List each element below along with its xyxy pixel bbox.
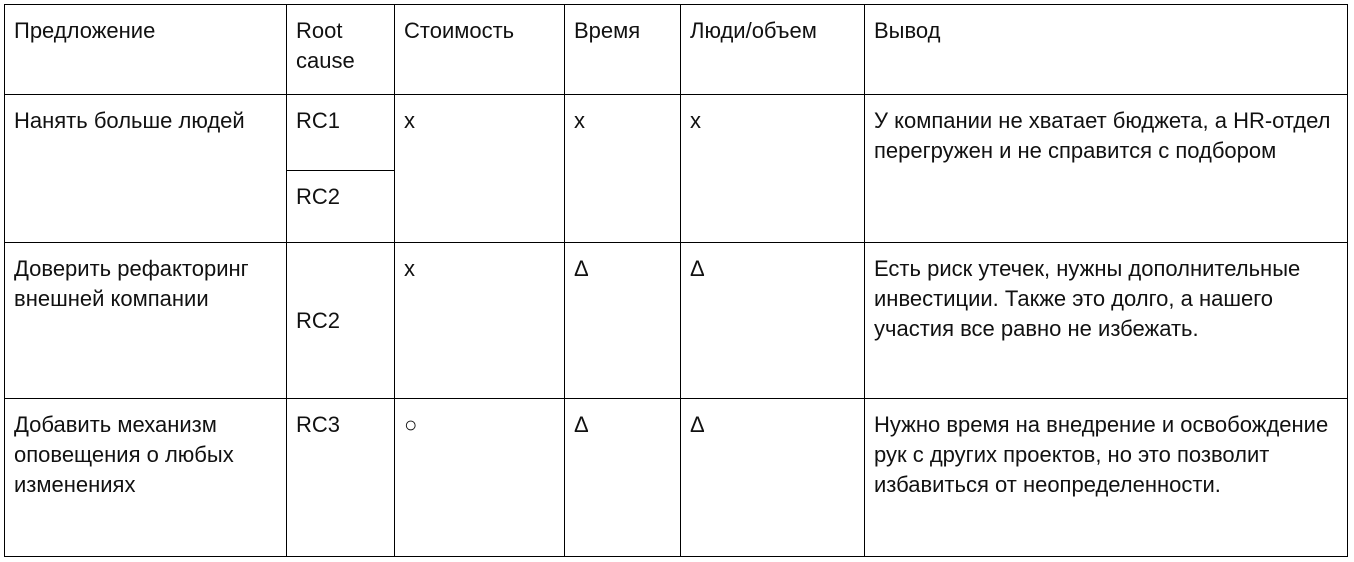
root-cause-cell: RC1	[287, 95, 395, 171]
people-cell: Δ	[681, 243, 865, 399]
root-cause-cell: RC2	[287, 243, 395, 399]
header-cell-root-cause: Root cause	[287, 5, 395, 95]
table-row	[5, 95, 1348, 171]
conclusion-cell: Нужно время на внедрение и освобождение рук с других проектов, но это позволит избавиться от неопределенности.	[865, 399, 1348, 557]
root-cause-cell: RC2	[287, 171, 395, 243]
time-cell: Δ	[565, 243, 681, 399]
people-cell: Δ	[681, 399, 865, 557]
table-header-row	[5, 5, 1348, 95]
conclusion-cell: Есть риск утечек, нужны дополнительные инвестиции. Также это долго, а нашего участия все равно не избежать.	[865, 243, 1348, 399]
table-row	[5, 399, 1348, 557]
proposal-cell: Доверить рефакторинг внешней компании	[5, 243, 287, 399]
header-cell-proposal: Предложение	[5, 5, 287, 95]
time-cell: Δ	[565, 399, 681, 557]
people-cell: x	[681, 95, 865, 243]
header-cell-people: Люди/объем	[681, 5, 865, 95]
proposal-cell: Нанять больше людей	[5, 95, 287, 243]
root-cause-cell: RC3	[287, 399, 395, 557]
time-cell: x	[565, 95, 681, 243]
cost-cell: x	[395, 95, 565, 243]
table-row	[5, 243, 1348, 399]
cost-cell: x	[395, 243, 565, 399]
proposal-cell: Добавить механизм оповещения о любых изменениях	[5, 399, 287, 557]
header-cell-conclusion: Вывод	[865, 5, 1348, 95]
cost-cell: ○	[395, 399, 565, 557]
conclusion-cell: У компании не хватает бюджета, а HR-отдел перегружен и не справится с подбором	[865, 95, 1348, 243]
header-cell-time: Время	[565, 5, 681, 95]
header-cell-cost: Стоимость	[395, 5, 565, 95]
proposals-table	[4, 4, 1348, 557]
